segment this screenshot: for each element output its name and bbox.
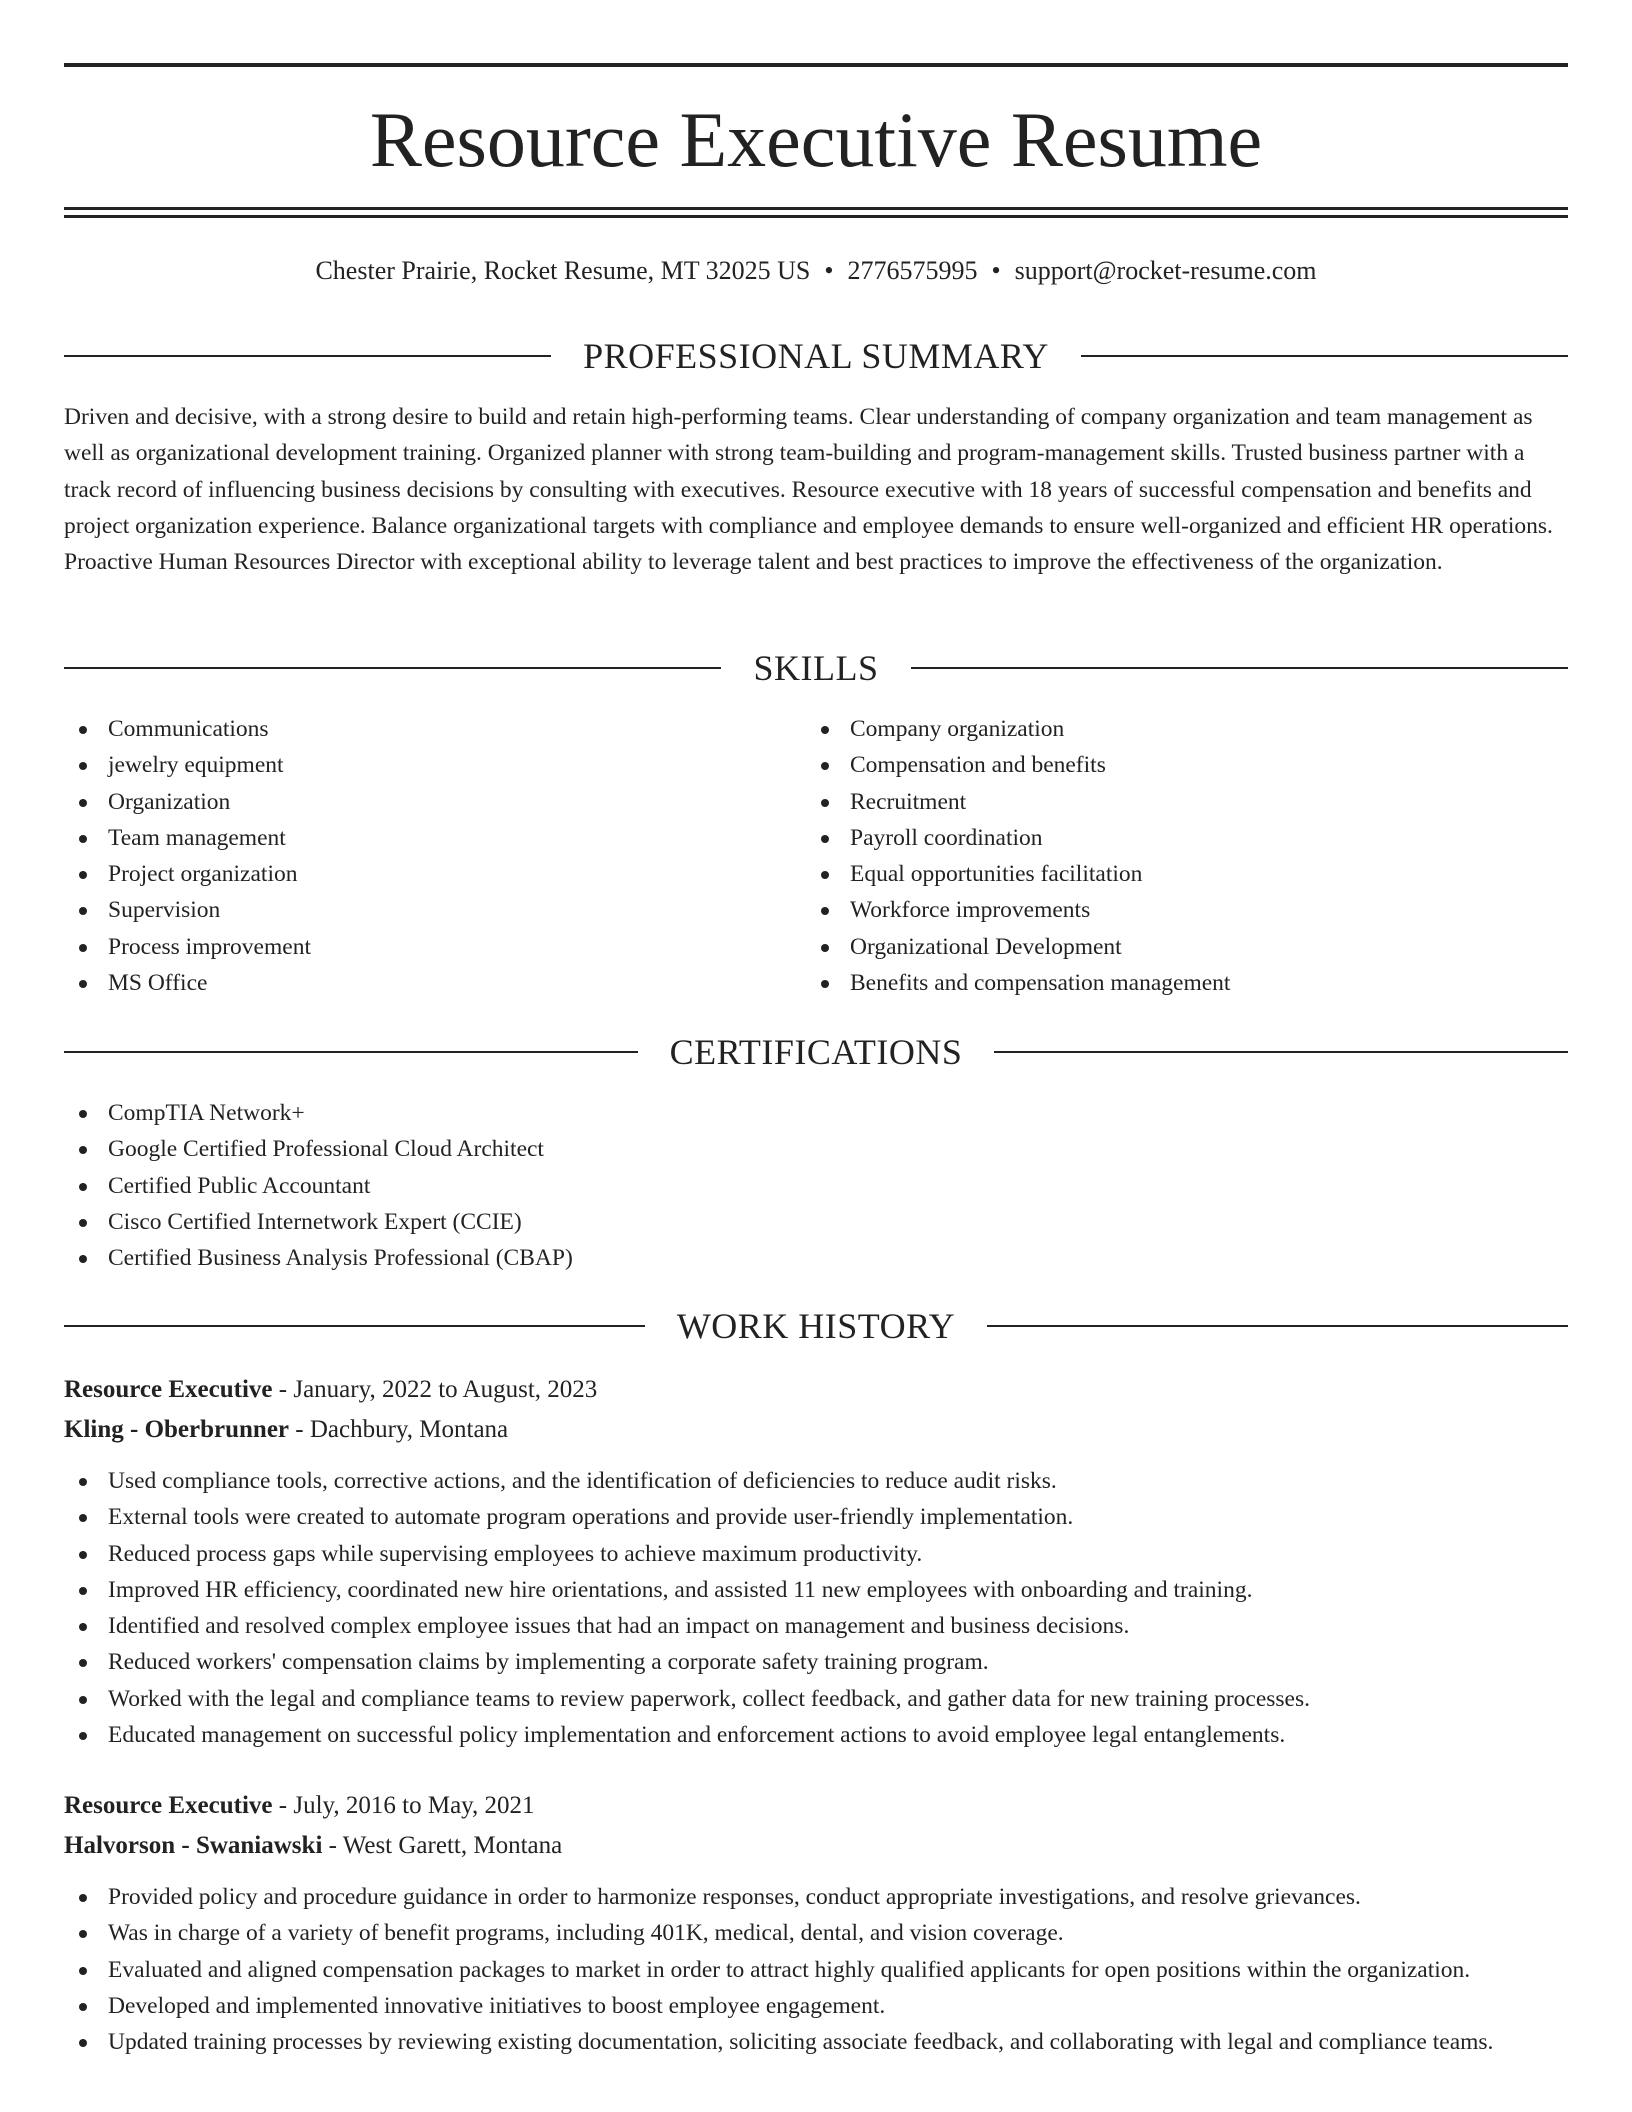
job-duty-item: Was in charge of a variety of benefit programs, including 401K, medical, dental, and vision coverage. (64, 1915, 1568, 1951)
job-title: Resource Executive (64, 1792, 273, 1819)
job-duty-item: Evaluated and aligned compensation packages to market in order to attract highly qualified applicants for open positions within the organization. (64, 1952, 1568, 1988)
skill-item: Recruitment (806, 784, 1546, 820)
job-duties-list (64, 1879, 1568, 2060)
skill-item: Organization (64, 784, 804, 820)
job-duty-item: Educated management on successful policy implementation and enforcement actions to avoid employee legal entanglements. (64, 1717, 1568, 1753)
job-title: Resource Executive (64, 1376, 273, 1403)
job-duty-item: Provided policy and procedure guidance in order to harmonize responses, conduct appropriate investigations, and resolve grievances. (64, 1879, 1568, 1915)
job-duty-item: Improved HR efficiency, coordinated new hire orientations, and assisted 11 new employees with onboarding and training. (64, 1572, 1568, 1608)
contact-address: Chester Prairie, Rocket Resume, MT 32025 US (315, 256, 811, 285)
certification-item: Certified Business Analysis Professional (CBAP) (64, 1240, 1568, 1276)
certification-item: Certified Public Accountant (64, 1168, 1568, 1204)
top-rule (64, 63, 1568, 67)
section-header-summary (64, 334, 1568, 378)
skill-item: Project organization (64, 856, 804, 892)
job-duties-list (64, 1463, 1568, 1753)
skills-list-left (64, 711, 804, 1001)
job-duty-item: Used compliance tools, corrective actions, and the identification of deficiencies to reduce audit risks. (64, 1463, 1568, 1499)
skill-item: Workforce improvements (806, 892, 1546, 928)
job-company-line (64, 1410, 1568, 1450)
skill-item: Company organization (806, 711, 1546, 747)
skill-item: Benefits and compensation management (806, 965, 1546, 1001)
section-title-certifications: CERTIFICATIONS (638, 1032, 995, 1072)
skill-item: Equal opportunities facilitation (806, 856, 1546, 892)
skill-item: Process improvement (64, 929, 804, 965)
contact-separator: • (824, 256, 834, 285)
certifications-list (64, 1095, 1568, 1276)
certification-item: Google Certified Professional Cloud Architect (64, 1131, 1568, 1167)
job-dates: - July, 2016 to May, 2021 (272, 1792, 535, 1819)
job-duty-item: Developed and implemented innovative initiatives to boost employee engagement. (64, 1988, 1568, 2024)
contact-separator: • (991, 256, 1001, 285)
job-title-line (64, 1370, 1568, 1410)
skill-item: Team management (64, 820, 804, 856)
skill-item: jewelry equipment (64, 747, 804, 783)
job-location: - West Garett, Montana (322, 1832, 563, 1859)
skill-item: Supervision (64, 892, 804, 928)
job-company-line (64, 1826, 1568, 1866)
job-company: Kling - Oberbrunner (64, 1416, 290, 1443)
section-header-skills (64, 646, 1568, 690)
job-duty-item: External tools were created to automate program operations and provide user-friendly implementation. (64, 1499, 1568, 1535)
section-header-certifications (64, 1030, 1568, 1074)
skill-item: Communications (64, 711, 804, 747)
certification-item: Cisco Certified Internetwork Expert (CCIE) (64, 1204, 1568, 1240)
job-duty-item: Reduced workers' compensation claims by implementing a corporate safety training program. (64, 1644, 1568, 1680)
job-location: - Dachbury, Montana (289, 1416, 509, 1443)
contact-email[interactable]: support@rocket-resume.com (1014, 256, 1317, 285)
title-rule-upper (64, 207, 1568, 210)
skills-list-right (806, 711, 1546, 1001)
contact-phone: 2776575995 (847, 256, 978, 285)
contact-line (64, 254, 1568, 288)
job-duty-item: Identified and resolved complex employee issues that had an impact on management and business decisions. (64, 1608, 1568, 1644)
job-title-line (64, 1786, 1568, 1826)
job-duty-item: Reduced process gaps while supervising employees to achieve maximum productivity. (64, 1536, 1568, 1572)
section-title-skills: SKILLS (721, 648, 910, 688)
skill-item: Compensation and benefits (806, 747, 1546, 783)
section-header-work-history (64, 1304, 1568, 1348)
summary-text: Driven and decisive, with a strong desire to build and retain high-performing teams. Clear understanding of company organization and team management as well as organizational development training. Organized planner with strong team-building and program-management skills. Trusted business partner with a track record of influencing business decisions by consulting with executives. Resource executive with 18 years of successful compensation and benefits and project organization experience. Balance organizational targets with compliance and employee demands to ensure well-organized and efficient HR operations. Proactive Human Resources Director with exceptional ability to leverage talent and best practices to improve the effectiveness of the organization. (64, 404, 1553, 576)
page-title: Resource Executive Resume (369, 96, 1263, 183)
job-company: Halvorson - Swaniawski (64, 1832, 323, 1859)
job-duty-item: Updated training processes by reviewing existing documentation, soliciting associate feedback, and collaborating with legal and compliance teams. (64, 2024, 1568, 2060)
section-title-summary: PROFESSIONAL SUMMARY (551, 336, 1081, 376)
job-duty-item: Worked with the legal and compliance teams to review paperwork, collect feedback, and gather data for new training processes. (64, 1681, 1568, 1717)
job-dates: - January, 2022 to August, 2023 (272, 1376, 598, 1403)
skill-item: Organizational Development (806, 929, 1546, 965)
skill-item: Payroll coordination (806, 820, 1546, 856)
section-title-work-history: WORK HISTORY (645, 1306, 987, 1346)
skill-item: MS Office (64, 965, 804, 1001)
certification-item: CompTIA Network+ (64, 1095, 1568, 1131)
title-rule-lower (64, 215, 1568, 218)
